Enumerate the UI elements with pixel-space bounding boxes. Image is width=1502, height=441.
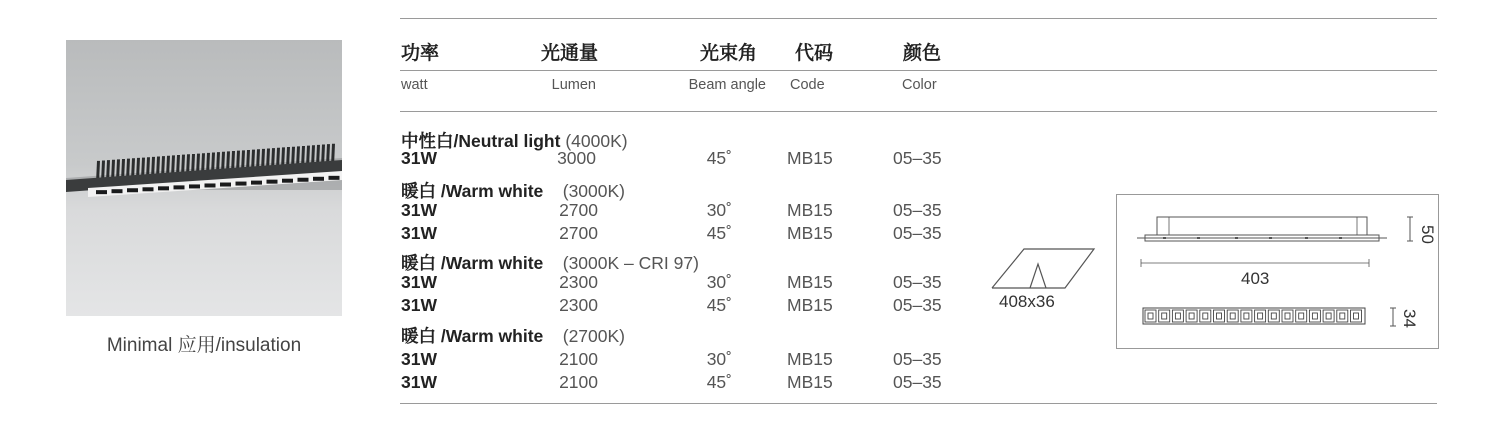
cell-code: MB15 — [787, 148, 833, 168]
lens-outline — [1282, 310, 1293, 322]
cell-code: MB15 — [787, 349, 833, 369]
lens-cell — [127, 188, 138, 192]
cell-beam: 45˚ — [706, 372, 732, 392]
cutout-icon — [990, 244, 1100, 290]
lens-cell — [236, 182, 247, 186]
length-dimension: 403 — [1241, 269, 1270, 288]
cell-code: MB15 — [787, 223, 833, 243]
lens-inner — [1162, 313, 1167, 319]
lens-outline — [1145, 310, 1156, 322]
top-rule — [400, 18, 1437, 19]
cell-lumen: 2700 — [559, 200, 598, 220]
lens-outline — [1296, 310, 1307, 322]
lens-inner — [1175, 313, 1180, 319]
lens-inner — [1148, 313, 1153, 319]
lens-inner — [1326, 313, 1331, 319]
lens-inner — [1312, 313, 1317, 319]
cell-watt: 31W — [401, 372, 437, 392]
cell-lumen: 2100 — [559, 372, 598, 392]
lens-cell — [96, 190, 107, 194]
cell-lumen: 2300 — [559, 272, 598, 292]
cell-color: 05–35 — [893, 372, 942, 392]
lens-outline — [1351, 310, 1362, 322]
lens-inner — [1244, 313, 1249, 319]
header-watt-en: watt — [401, 77, 428, 93]
section-title: 中性白/Neutral light (4000K) — [401, 131, 628, 151]
mount-clip — [1305, 237, 1308, 239]
cell-beam: 30˚ — [706, 272, 732, 292]
header-rule — [400, 70, 1437, 71]
bottom-rule — [400, 403, 1437, 404]
header-color: 颜色 — [903, 43, 942, 64]
lens-cell — [298, 178, 309, 182]
cell-code: MB15 — [787, 372, 833, 392]
cell-code: MB15 — [787, 272, 833, 292]
lens-outline — [1200, 310, 1211, 322]
mount-clip — [1163, 237, 1166, 239]
cell-color: 05–35 — [893, 223, 942, 243]
luminaire-illustration — [66, 40, 342, 316]
lens-inner — [1230, 313, 1235, 319]
cell-lumen: 2700 — [559, 223, 598, 243]
cell-watt: 31W — [401, 295, 437, 315]
photo-caption: Minimal 应用/insulation — [106, 335, 302, 356]
subheader-rule — [400, 111, 1437, 112]
lens-outline — [1255, 310, 1266, 322]
lens-cell — [143, 187, 154, 191]
mount-clip — [1269, 237, 1272, 239]
lens-outline — [1227, 310, 1238, 322]
lens-cell — [282, 179, 293, 183]
lens-outline — [1268, 310, 1279, 322]
lens-outline — [1241, 310, 1252, 322]
cell-code: MB15 — [787, 295, 833, 315]
lens-inner — [1217, 313, 1222, 319]
cell-beam: 45˚ — [706, 148, 732, 168]
side-and-bottom-view — [1117, 195, 1438, 348]
header-color-en: Color — [902, 77, 937, 93]
mount-clip — [1197, 237, 1200, 239]
lens-outline — [1323, 310, 1334, 322]
cell-code: MB15 — [787, 200, 833, 220]
lens-cell — [267, 180, 278, 184]
cell-beam: 30˚ — [706, 200, 732, 220]
lens-outline — [1186, 310, 1197, 322]
lens-outline — [1159, 310, 1170, 322]
lens-inner — [1285, 313, 1290, 319]
lens-cell — [112, 189, 123, 193]
cell-watt: 31W — [401, 272, 437, 292]
cell-watt: 31W — [401, 349, 437, 369]
lens-cell — [220, 183, 231, 187]
cell-lumen: 2300 — [559, 295, 598, 315]
lens-outline — [1214, 310, 1225, 322]
header-code: 代码 — [795, 43, 834, 64]
lens-inner — [1203, 313, 1208, 319]
lens-outline — [1172, 310, 1183, 322]
lens-cell — [158, 186, 169, 190]
header-lumen: 光通量 — [540, 43, 598, 64]
cell-watt: 31W — [401, 200, 437, 220]
dimension-drawing — [1116, 194, 1439, 349]
lens-inner — [1189, 313, 1194, 319]
header-beam-angle: 光束角 — [699, 43, 757, 64]
lens-cell — [189, 184, 200, 188]
cell-color: 05–35 — [893, 295, 942, 315]
product-photo — [66, 40, 342, 316]
height-dimension: 50 — [1418, 225, 1437, 244]
section-title: 暖白 /Warm white (2700K) — [401, 326, 626, 346]
cell-watt: 31W — [401, 223, 437, 243]
width-dimension: 34 — [1400, 309, 1419, 328]
lens-cell — [251, 181, 262, 185]
section-title: 暖白 /Warm white (3000K – CRI 97) — [401, 253, 699, 273]
header-beam-angle-en: Beam angle — [688, 77, 766, 93]
cell-color: 05–35 — [893, 148, 942, 168]
cell-beam: 30˚ — [706, 349, 732, 369]
cutout-size: 408x36 — [999, 292, 1055, 311]
lens-outline — [1337, 310, 1348, 322]
mount-clip — [1235, 237, 1238, 239]
cell-watt: 31W — [401, 148, 437, 168]
lens-outline — [1309, 310, 1320, 322]
cell-color: 05–35 — [893, 200, 942, 220]
cell-color: 05–35 — [893, 272, 942, 292]
lens-inner — [1271, 313, 1276, 319]
header-lumen-en: Lumen — [551, 77, 596, 93]
lens-cell — [174, 185, 185, 189]
lens-inner — [1340, 313, 1345, 319]
header-watt: 功率 — [401, 43, 440, 64]
lens-cell — [205, 183, 216, 187]
lens-cell — [329, 176, 340, 180]
cell-beam: 45˚ — [706, 223, 732, 243]
mount-clip — [1339, 237, 1342, 239]
section-title: 暖白 /Warm white (3000K) — [401, 181, 626, 201]
cell-lumen: 2100 — [559, 349, 598, 369]
cell-lumen: 3000 — [557, 148, 596, 168]
cell-beam: 45˚ — [706, 295, 732, 315]
lens-inner — [1354, 313, 1359, 319]
lens-inner — [1258, 313, 1263, 319]
cell-color: 05–35 — [893, 349, 942, 369]
lens-cell — [313, 177, 324, 181]
header-code-en: Code — [790, 77, 825, 93]
lens-inner — [1299, 313, 1304, 319]
